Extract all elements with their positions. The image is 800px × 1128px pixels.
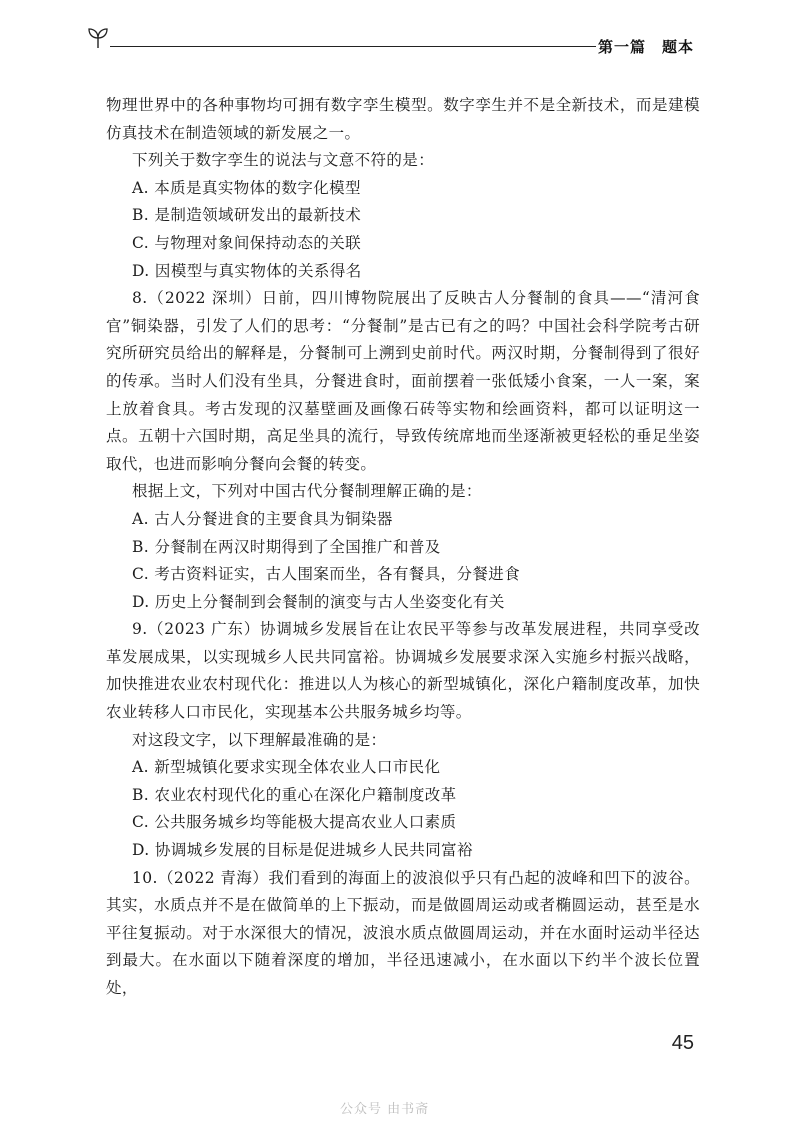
answer-option: D. 因模型与真实物体的关系得名 [132,261,362,280]
page-header [0,0,800,70]
answer-option: B. 农业农村现代化的重心在深化户籍制度改革 [132,785,457,804]
answer-option: B. 是制造领域研发出的最新技术 [132,206,362,225]
document-body [106,92,700,1003]
answer-option: D. 协调城乡发展的目标是促进城乡人民共同富裕 [132,841,473,860]
paragraph: 对这段文字，以下理解最准确的是： [132,730,387,749]
watermark: 公众号 由书斋 [340,1102,430,1117]
answer-option: D. 历史上分餐制到会餐制的演变与古人坐姿变化有关 [132,592,505,611]
answer-option: A. 本质是真实物体的数字化模型 [132,178,361,197]
answer-option: A. 古人分餐进食的主要食具为铜染器 [132,509,393,528]
sprout-icon [86,26,110,50]
paragraph: 根据上文，下列对中国古代分餐制理解正确的是： [132,482,482,501]
paragraph: 9.（2023 广东）协调城乡发展旨在让农民平等参与改革发展进程，共同享受改革发展成果，以实现城乡人民共同富裕。协调城乡发展要求深入实施乡村振兴战略，加快推进农业农村现代化：推进以人为核心的新型城镇化，深化户籍制度改革，加快农业转移人口市民化，实现基本公共服务城乡均等。 [106,620,700,722]
section-title: 第一篇 题本 [597,38,694,56]
paragraph: 物理世界中的各种事物均可拥有数字孪生模型。数字孪生并不是全新技术，而是建模仿真技术在制造领域的新发展之一。 [106,96,700,142]
paragraph: 下列关于数字孪生的说法与文意不符的是： [132,151,435,170]
paragraph: 10.（2022 青海）我们看到的海面上的波浪似乎只有凸起的波峰和凹下的波谷。其实，水质点并不是在做简单的上下振动，而是做圆周运动或者椭圆运动，甚至是水平往复振动。对于水深很大的情况，波浪水质点做圆周运动，并在水面时运动半径达到最大。在水面以下随着深度的增加，半径迅速减小，在水面以下约半个波长位置处， [106,868,700,997]
paragraph: 8.（2022 深圳）日前，四川博物院展出了反映古人分餐制的食具——“清河食官”铜染器，引发了人们的思考：“分餐制”是古已有之的吗？中国社会科学院考古研究所研究员给出的解释是，分餐制可上溯到史前时代。两汉时期，分餐制得到了很好的传承。当时人们没有坐具，分餐进食时，面前摆着一张低矮小食案，一人一案，案上放着食具。考古发现的汉墓壁画及画像石砖等实物和绘画资料，都可以证明这一点。五朝十六国时期，高足坐具的流行，导致传统席地而坐逐渐被更轻松的垂足坐姿取代，也进而影响分餐向会餐的转变。 [106,289,700,473]
page-number: 45 [671,1032,694,1054]
answer-option: C. 公共服务城乡均等能极大提高农业人口素质 [132,813,457,832]
answer-option: B. 分餐制在两汉时期得到了全国推广和普及 [132,537,441,556]
answer-option: C. 考古资料证实，古人围案而坐，各有餐具，分餐进食 [132,565,521,584]
answer-option: A. 新型城镇化要求实现全体农业人口市民化 [132,758,441,777]
answer-option: C. 与物理对象间保持动态的关联 [132,233,362,252]
header-rule [110,46,596,47]
